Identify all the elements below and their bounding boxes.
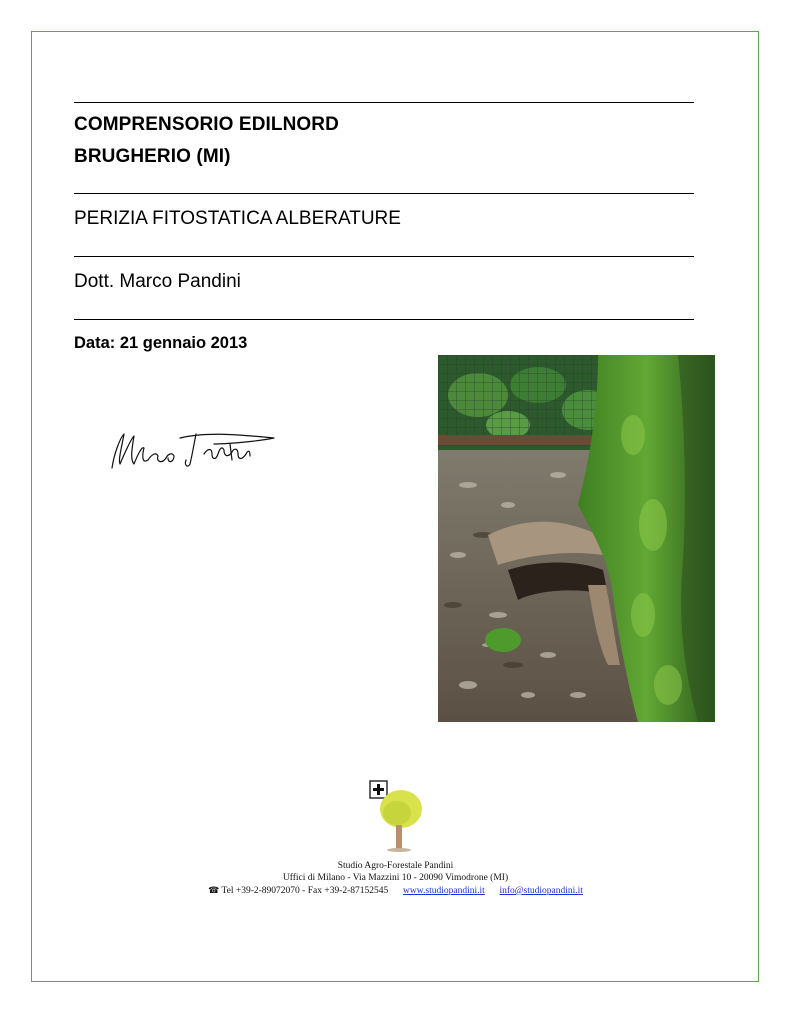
separator-line [74,102,694,103]
separator-line [74,193,694,194]
studio-name: Studio Agro-Forestale Pandini [337,861,454,871]
document-subject: PERIZIA FITOSTATICA ALBERATURE [74,208,401,229]
title-line-1: COMPRENSORIO EDILNORD [74,114,339,135]
studio-address: Uffici di Milano - Via Mazzini 10 - 20090 Vimodrone (MI) [282,873,509,883]
contact-line [150,884,641,897]
separator-line [74,319,694,320]
phone-icon: ☎ [208,885,220,895]
title-line-2: BRUGHERIO (MI) [74,146,231,167]
tree-trunk-photo [438,355,715,722]
separator-line [74,256,694,257]
email-link[interactable]: info@studiopandini.it [499,886,583,896]
phone-fax-text: Tel +39-2-89072070 - Fax +39-2-87152545 [221,886,389,896]
document-date: Data: 21 gennaio 2013 [74,334,248,352]
studio-logo [367,779,427,853]
signature-image [104,424,280,476]
website-link[interactable]: www.studiopandini.it [403,886,485,896]
author-name: Dott. Marco Pandini [74,271,241,292]
